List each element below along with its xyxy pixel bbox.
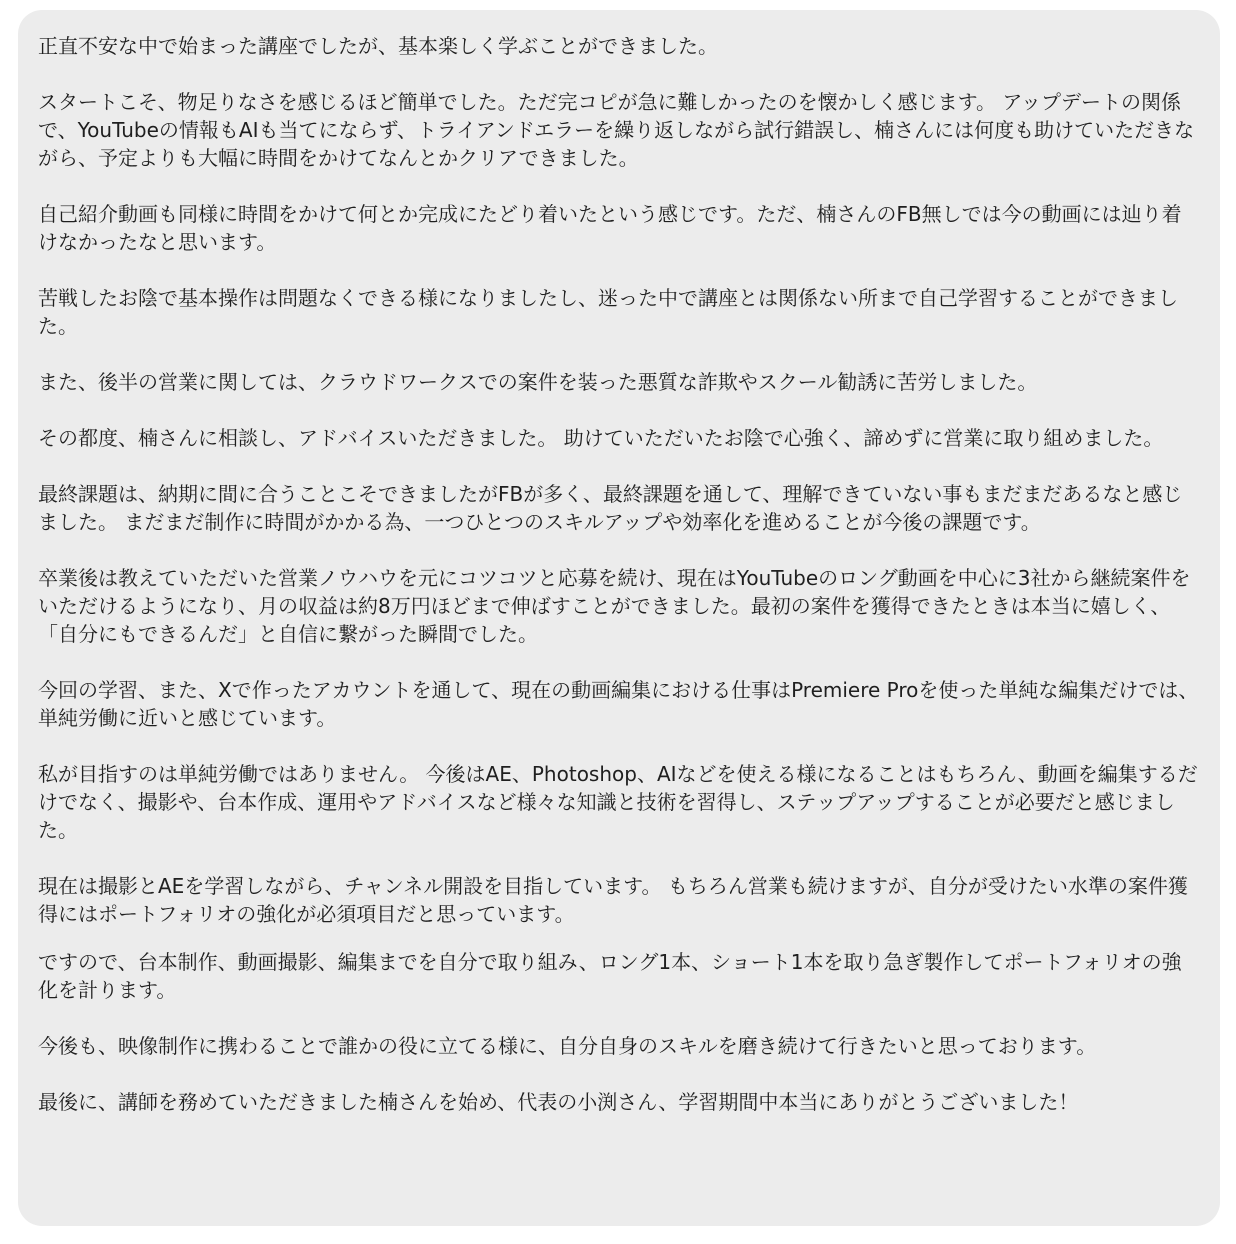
message-paragraph-5: また、後半の営業に関しては、クラウドワークスでの案件を装った悪質な詐欺やスクール勧誘に苦労しました。 — [38, 370, 1038, 394]
message-paragraph-2: スタートこそ、物足りなさを感じるほど簡単でした。ただ完コピが急に難しかったのを懐かしく感じます。 アップデートの関係で、YouTubeの情報もAIも当てにならず、トライアンドエラーを繰り返しながら試行錯誤し、楠さんには何度も助けていただきながら、予定よりも大幅に時間をかけてなんとかクリアできました。 — [38, 90, 1195, 170]
message-paragraph-6: その都度、楠さんに相談し、アドバイスいただきました。 助けていただいたお陰で心強く、諦めずに営業に取り組めました。 — [38, 426, 1164, 450]
message-bubble — [18, 10, 1220, 1226]
message-paragraph-12: ですので、台本制作、動画撮影、編集までを自分で取り組み、ロング1本、ショート1本を取り急ぎ製作してポートフォリオの強化を計ります。 — [38, 950, 1182, 1002]
message-paragraph-4: 苦戦したお陰で基本操作は問題なくできる様になりましたし、迷った中で講座とは関係ない所まで自己学習することができました。 — [38, 286, 1178, 338]
message-paragraph-8: 卒業後は教えていただいた営業ノウハウを元にコツコツと応募を続け、現在はYouTubeのロング動画を中心に3社から継続案件をいただけるようになり、月の収益は約8万円ほどまで伸ばすことができました。最初の案件を獲得できたときは本当に嬉しく、「自分にもできるんだ」と自信に繋がった瞬間でした。 — [38, 566, 1191, 646]
message-paragraph-13: 今後も、映像制作に携わることで誰かの役に立てる様に、自分自身のスキルを磨き続けて行きたいと思っております。 — [38, 1034, 1097, 1058]
message-paragraph-11: 現在は撮影とAEを学習しながら、チャンネル開設を目指しています。 もちろん営業も続けますが、自分が受けたい水準の案件獲得にはポートフォリオの強化が必須項目だと思っています。 — [38, 874, 1188, 926]
message-paragraph-14: 最後に、講師を務めていただきました楠さんを始め、代表の小渕さん、学習期間中本当にありがとうございました！ — [38, 1090, 1079, 1114]
message-paragraph-9: 今回の学習、また、Xで作ったアカウントを通して、現在の動画編集における仕事はPremiere Proを使った単純な編集だけでは、単純労働に近いと感じています。 — [38, 678, 1199, 730]
message-paragraph-1: 正直不安な中で始まった講座でしたが、基本楽しく学ぶことができました。 — [38, 34, 718, 58]
message-paragraph-3: 自己紹介動画も同様に時間をかけて何とか完成にたどり着いたという感じです。ただ、楠さんのFB無しでは今の動画には辿り着けなかったなと思います。 — [38, 202, 1182, 254]
message-paragraph-10: 私が目指すのは単純労働ではありません。 今後はAE、Photoshop、AIなどを使える様になることはもちろん、動画を編集するだけでなく、撮影や、台本作成、運用やアドバイスなど様々な知識と技術を習得し、ステップアップすることが必要だと感じました。 — [38, 762, 1198, 842]
message-paragraph-7: 最終課題は、納期に間に合うことこそできましたがFBが多く、最終課題を通して、理解できていない事もまだまだあるなと感じました。 まだまだ制作に時間がかかる為、一つひとつのスキルアップや効率化を進めることが今後の課題です。 — [38, 482, 1183, 534]
